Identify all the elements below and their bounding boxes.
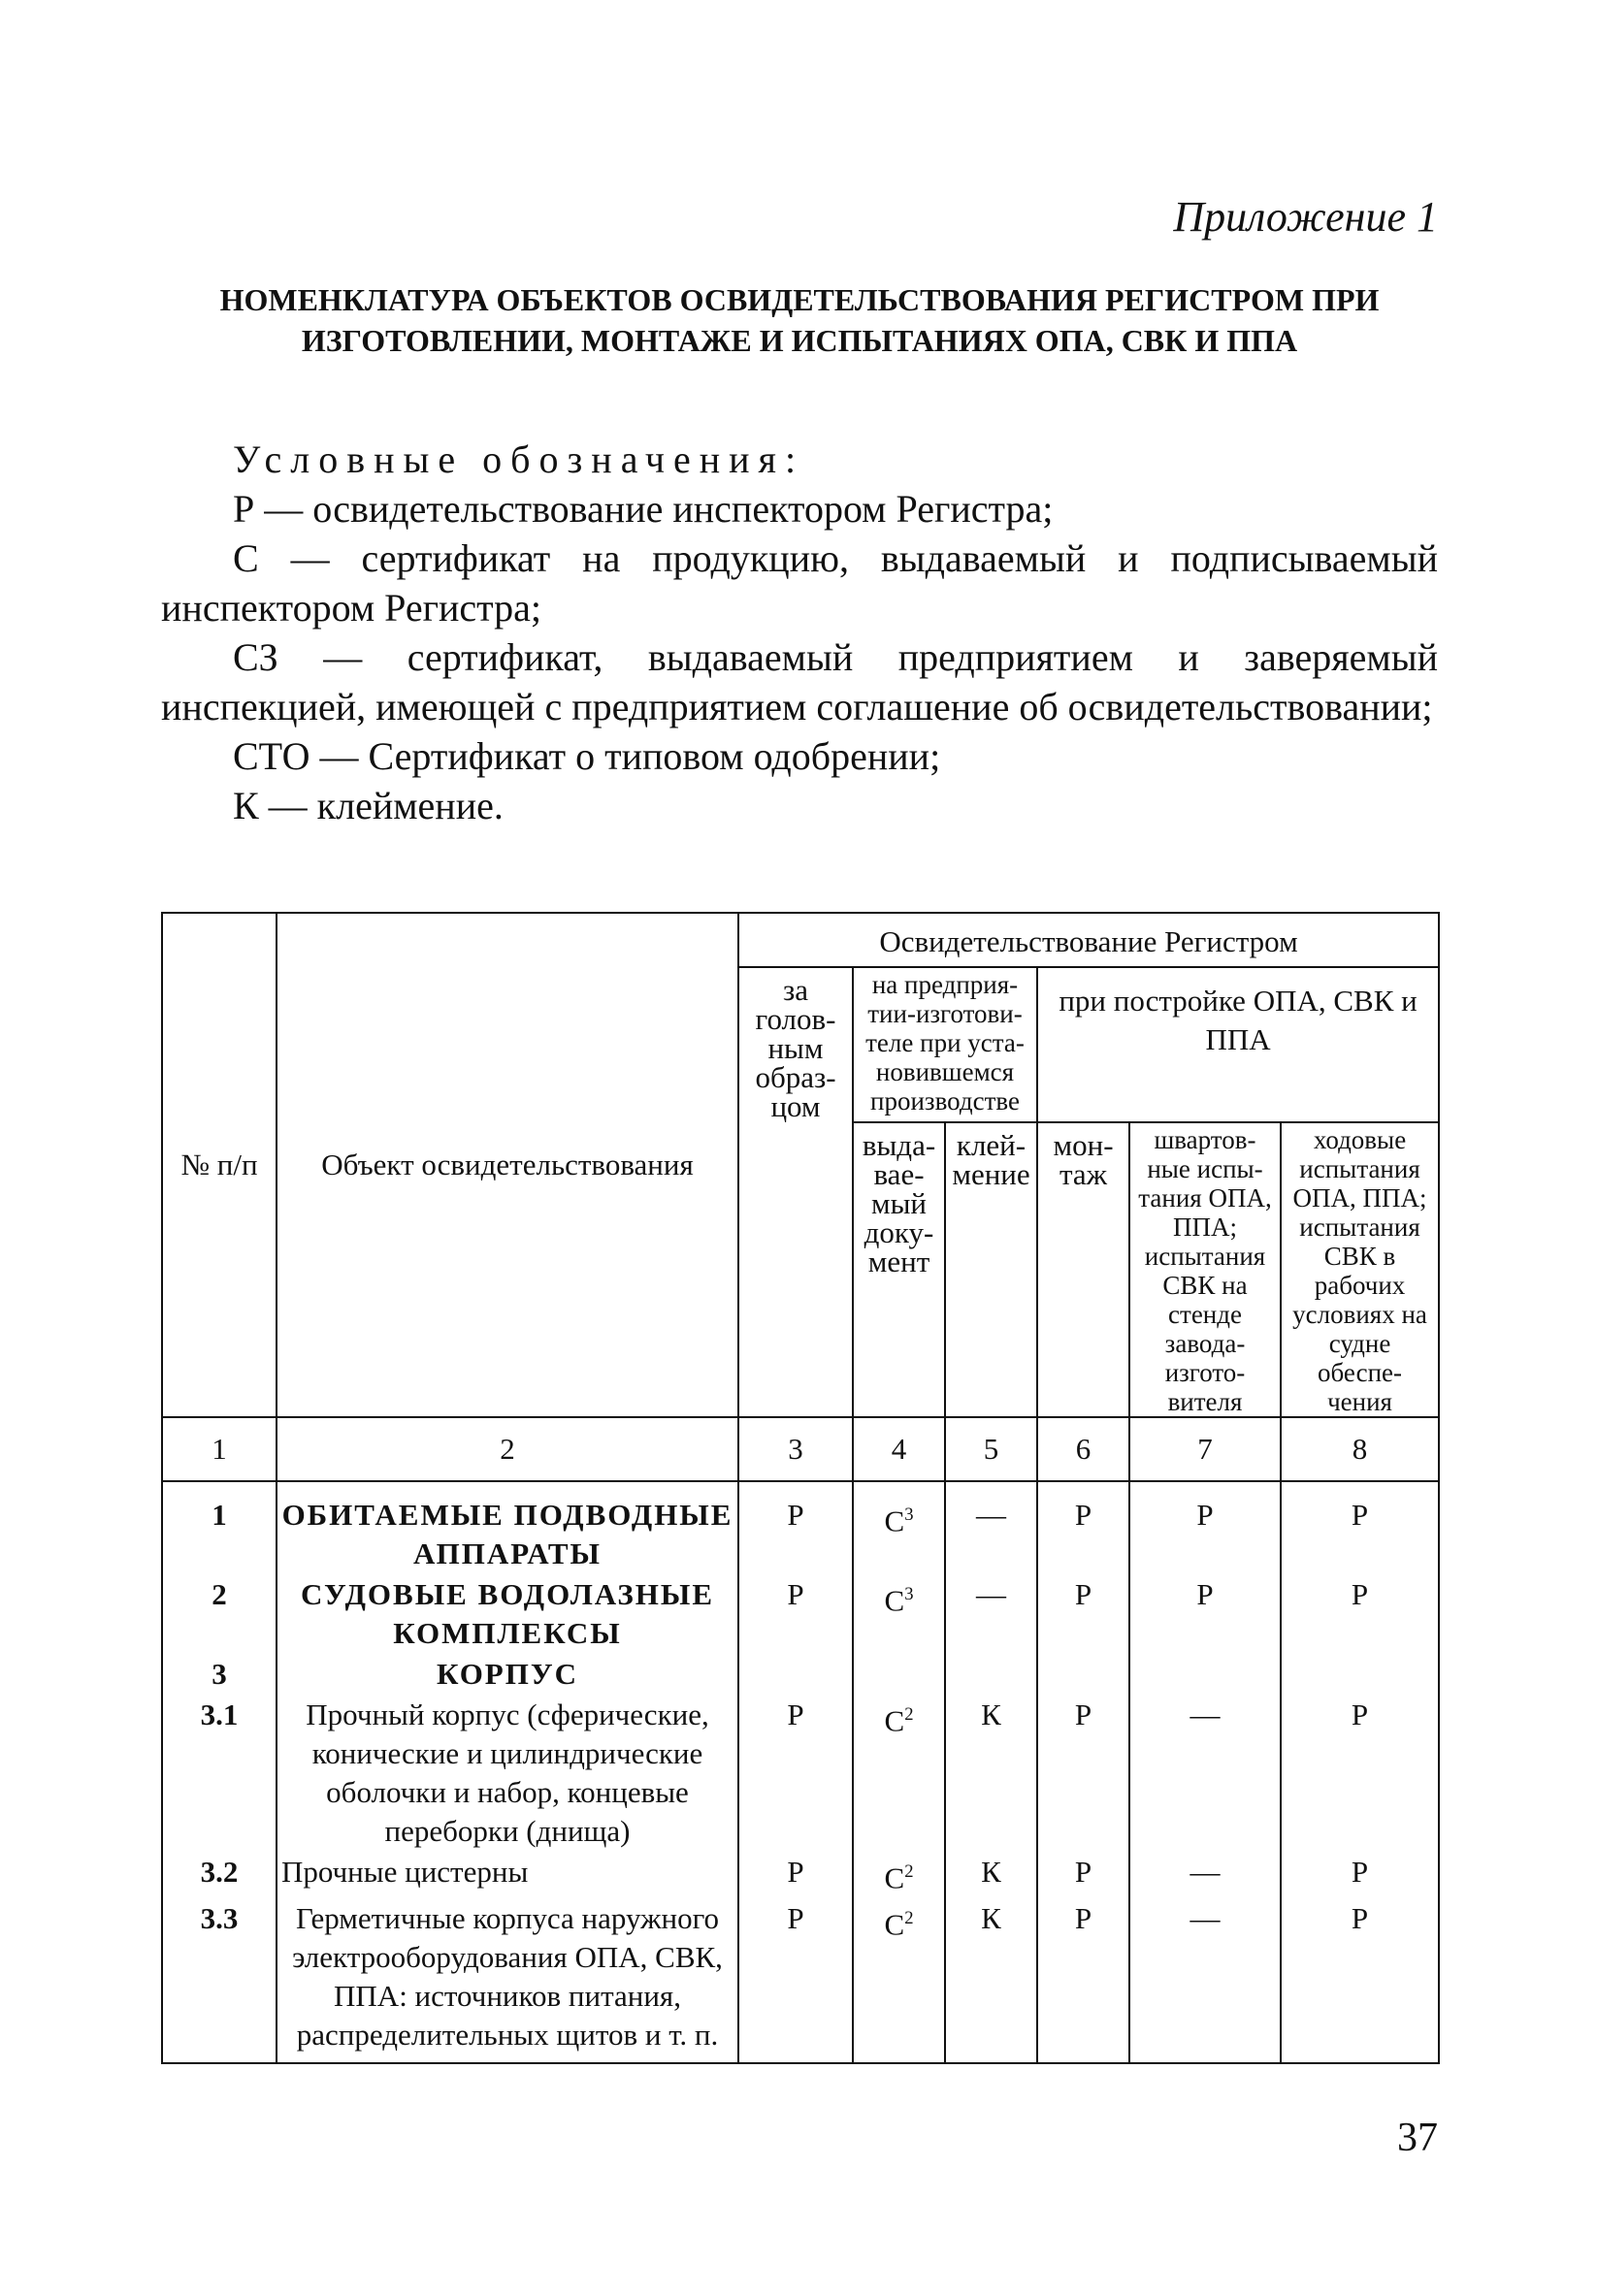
row-c8: Р	[1281, 1897, 1439, 2063]
table-row	[162, 1481, 1439, 1573]
row-c5: К	[945, 1851, 1037, 1897]
row-c6: Р	[1037, 1897, 1129, 2063]
title-line-1: НОМЕНКЛАТУРА ОБЪЕКТОВ ОСВИДЕТЕЛЬСТВОВАНИЯ РЕГИСТРОМ ПРИ	[219, 282, 1380, 317]
row-c5: —	[945, 1481, 1037, 1573]
row-name: Прочные цистерны	[277, 1851, 738, 1897]
row-c4	[853, 1851, 945, 1897]
column-number: 1	[162, 1417, 277, 1481]
row-c8	[1281, 1653, 1439, 1694]
header-prototype: за голов-ным образ-цом	[738, 967, 853, 1417]
row-c5: К	[945, 1694, 1037, 1851]
row-c6: Р	[1037, 1694, 1129, 1851]
row-c4	[853, 1573, 945, 1653]
row-c4-value: С	[884, 1907, 905, 1942]
row-c6: Р	[1037, 1851, 1129, 1897]
column-number: 7	[1129, 1417, 1281, 1481]
row-c4-sup: 2	[904, 1861, 914, 1882]
header-sea-trials: ходовые испытания ОПА, ППА; испытания СВК в рабочих условиях на судне обеспе-чения	[1281, 1122, 1439, 1417]
row-c6: Р	[1037, 1573, 1129, 1653]
column-number: 2	[277, 1417, 738, 1481]
row-c5: —	[945, 1573, 1037, 1653]
table-row	[162, 1694, 1439, 1851]
header-install: мон-таж	[1037, 1122, 1129, 1417]
row-c4	[853, 1653, 945, 1694]
row-c4-sup: 3	[904, 1504, 914, 1525]
row-num: 3.3	[162, 1897, 277, 2063]
table-row	[162, 1897, 1439, 2063]
row-num: 2	[162, 1573, 277, 1653]
row-c7: Р	[1129, 1573, 1281, 1653]
row-c6	[1037, 1653, 1129, 1694]
header-stamp: клей-мение	[945, 1122, 1037, 1417]
row-c3: Р	[738, 1481, 853, 1573]
table-row	[162, 1573, 1439, 1653]
row-c4	[853, 1897, 945, 2063]
document-title	[161, 279, 1438, 361]
legend-heading: Условные обозначения:	[233, 437, 805, 481]
legend-item-p: Р — освидетельствование инспектором Регистра;	[233, 487, 1054, 531]
row-c4-sup: 2	[904, 1908, 914, 1929]
row-c5: К	[945, 1897, 1037, 2063]
legend-item-c: С — сертификат на продукцию, выдаваемый и подписываемый инспектором Регистра;	[161, 536, 1438, 630]
row-c4-value: С	[884, 1860, 905, 1895]
header-manufacturer: на предприя-тии-изготови-теле при уста-новившемся производстве	[853, 967, 1037, 1122]
row-c4-sup: 2	[904, 1704, 914, 1725]
row-c4-value: С	[884, 1703, 905, 1738]
row-c3: Р	[738, 1694, 853, 1851]
row-num: 3.2	[162, 1851, 277, 1897]
row-num: 1	[162, 1481, 277, 1573]
row-c4-sup: 3	[904, 1584, 914, 1604]
row-c8: Р	[1281, 1573, 1439, 1653]
row-c8: Р	[1281, 1694, 1439, 1851]
column-number: 4	[853, 1417, 945, 1481]
row-name: КОРПУС	[277, 1653, 738, 1694]
column-number-row	[162, 1417, 1439, 1481]
row-c6: Р	[1037, 1481, 1129, 1573]
row-c7: —	[1129, 1851, 1281, 1897]
legend-item-cto: СТО — Сертификат о типовом одобрении;	[233, 734, 941, 778]
title-line-2: ИЗГОТОВЛЕНИИ, МОНТАЖЕ И ИСПЫТАНИЯХ ОПА, СВК И ППА	[301, 323, 1298, 358]
page-number: 37	[1397, 2116, 1438, 2160]
row-c4	[853, 1481, 945, 1573]
header-mooring-tests: швартов-ные испы-тания ОПА, ППА; испытания СВК на стенде завода-изгото-вителя	[1129, 1122, 1281, 1417]
row-c7: —	[1129, 1897, 1281, 2063]
appendix-label: Приложение 1	[1173, 193, 1438, 241]
column-number: 3	[738, 1417, 853, 1481]
row-name: ОБИТАЕМЫЕ ПОДВОДНЫЕ АППАРАТЫ	[277, 1481, 738, 1573]
row-c4	[853, 1694, 945, 1851]
header-document: выда-вае-мый доку-мент	[853, 1122, 945, 1417]
column-number: 6	[1037, 1417, 1129, 1481]
header-construction: при постройке ОПА, СВК и ППА	[1037, 967, 1439, 1122]
column-number: 8	[1281, 1417, 1439, 1481]
row-c8: Р	[1281, 1851, 1439, 1897]
legend-item-k: К — клеймение.	[233, 784, 504, 827]
row-c4-value: С	[884, 1504, 905, 1538]
row-c7: —	[1129, 1694, 1281, 1851]
row-c3: Р	[738, 1897, 853, 2063]
legend-item-c3: СЗ — сертификат, выдаваемый предприятием и заверяемый инспекцией, имеющей с предприятием соглашение об освидетельствовании;	[161, 635, 1438, 728]
legend	[161, 435, 1438, 830]
row-c3: Р	[738, 1573, 853, 1653]
row-c3	[738, 1653, 853, 1694]
row-c7: Р	[1129, 1481, 1281, 1573]
row-num: 3	[162, 1653, 277, 1694]
row-c5	[945, 1653, 1037, 1694]
header-num: № п/п	[162, 913, 277, 1417]
table-row	[162, 1653, 1439, 1694]
row-name: Герметичные корпуса наружного электрооборудования ОПА, СВК, ППА: источников питания, распределительных щитов и т. п.	[277, 1897, 738, 2063]
table-row	[162, 1851, 1439, 1897]
row-c3: Р	[738, 1851, 853, 1897]
row-c7	[1129, 1653, 1281, 1694]
header-object: Объект освидетельствования	[277, 913, 738, 1417]
header-survey: Освидетельствование Регистром	[738, 913, 1439, 967]
row-name: СУДОВЫЕ ВОДОЛАЗНЫЕ КОМПЛЕКСЫ	[277, 1573, 738, 1653]
row-c8: Р	[1281, 1481, 1439, 1573]
nomenclature-table	[161, 912, 1440, 2064]
row-c4-value: С	[884, 1583, 905, 1618]
row-name: Прочный корпус (сферические, конические и цилиндрические оболочки и набор, концевые переборки (днища)	[277, 1694, 738, 1851]
column-number: 5	[945, 1417, 1037, 1481]
row-num: 3.1	[162, 1694, 277, 1851]
